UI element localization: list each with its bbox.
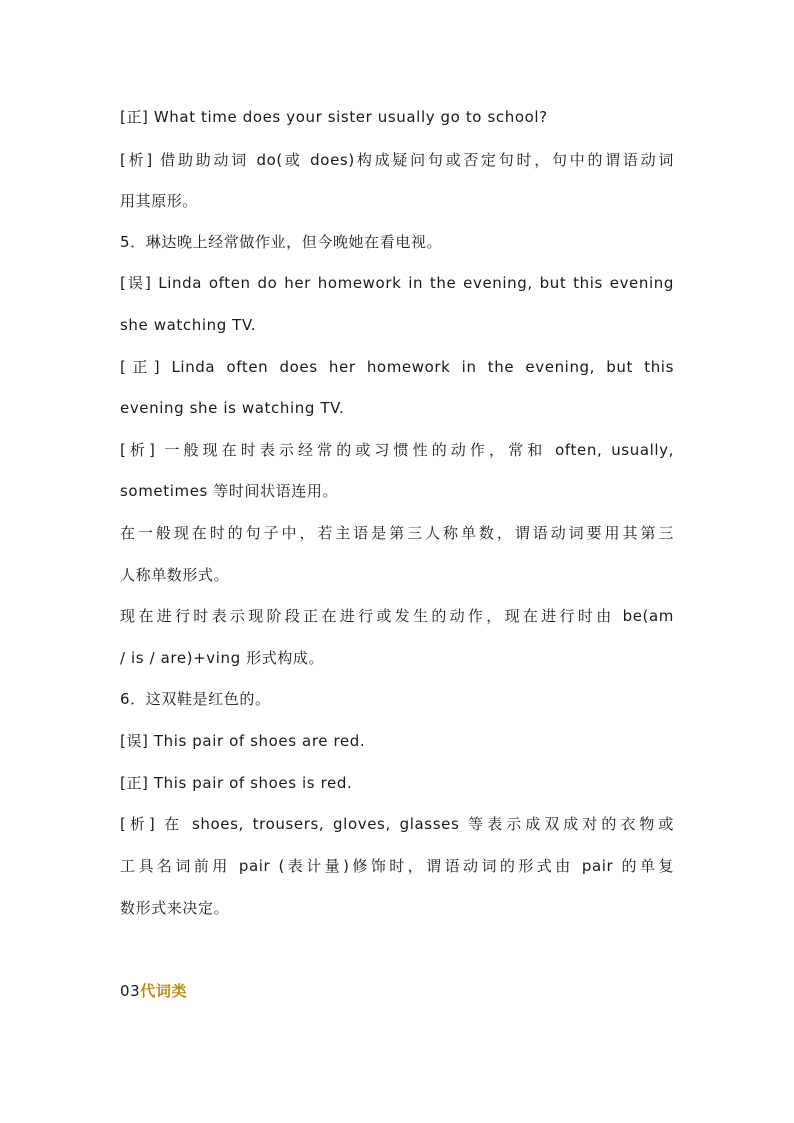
text-line: [析] 一般现在时表示经常的或习惯性的动作，常和 often, usually, [120,441,674,459]
section-number: 03 [120,982,141,1000]
text-line: 5．琳达晚上经常做作业，但今晚她在看电视。 [120,233,443,251]
text-line: [析] 在 shoes, trousers, gloves, glasses 等表示成双成对的衣物或 [120,815,674,833]
text-line: sometimes 等时间状语连用。 [120,482,339,500]
text-line: 数形式来决定。 [120,899,230,917]
text-line: [误] Linda often do her homework in the evening, but this evening [120,274,674,292]
text-line: 人称单数形式。 [120,566,230,584]
text-line: [析] 借助助动词 do(或 does)构成疑问句或否定句时，句中的谓语动词 [120,151,674,169]
text-line: [正] Linda often does her homework in the evening, but this [120,358,674,376]
section-title: 代词类 [140,982,188,1000]
text-line: 在一般现在时的句子中，若主语是第三人称单数，谓语动词要用其第三 [120,524,674,542]
text-line: 工具名词前用 pair (表计量)修饰时，谓语动词的形式由 pair 的单复 [120,857,674,875]
text-line: evening she is watching TV. [120,399,345,417]
text-line: [误] This pair of shoes are red. [120,732,366,750]
text-line: [正] What time does your sister usually go to school? [120,108,548,126]
text-line: 用其原形。 [120,192,199,210]
text-line: she watching TV. [120,316,257,334]
section-heading [120,981,674,1001]
text-line: 6．这双鞋是红色的。 [120,690,271,708]
text-line: 现在进行时表示现阶段正在进行或发生的动作，现在进行时由 be(am [120,607,674,625]
text-line: [正] This pair of shoes is red. [120,774,353,792]
text-line: / is / are)+ving 形式构成。 [120,649,325,667]
